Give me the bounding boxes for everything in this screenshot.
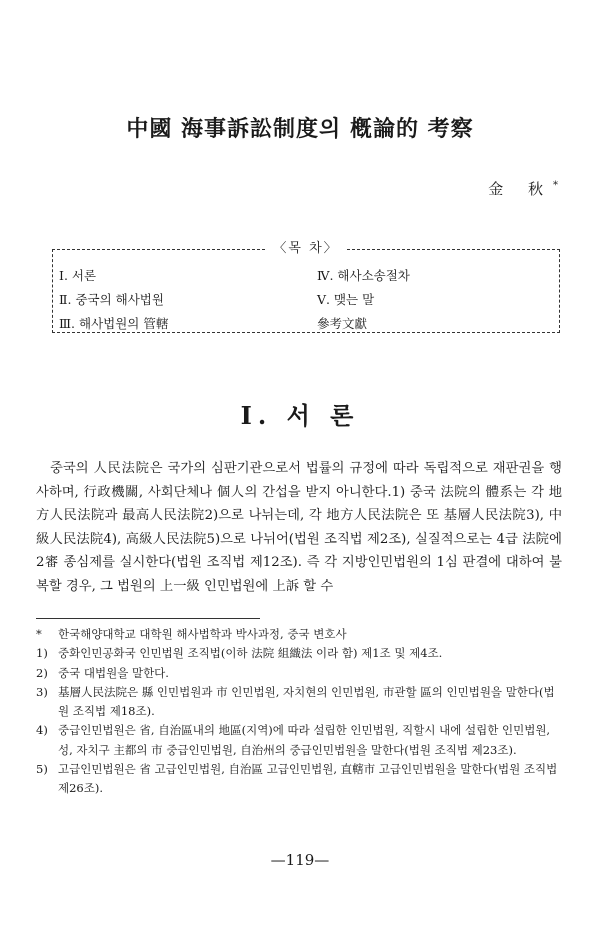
author-name-text: 金 秋 [488, 180, 553, 198]
footnote-text: 고급인민법원은 省 고급인민법원, 自治區 고급인민법원, 直轄市 고급인민법원을 말한다(법원 조직법 제26조). [58, 762, 558, 796]
toc-heading: 〈목 차〉 [53, 241, 559, 257]
footnote-text: 한국해양대학교 대학원 해사법학과 박사과정, 중국 변호사 [58, 627, 347, 641]
toc-item: Ⅰ. 서론 [59, 268, 97, 283]
footnote [36, 721, 562, 760]
toc-item: Ⅱ. 중국의 해사법원 [59, 292, 164, 307]
footnote [36, 644, 562, 663]
toc-left-column [59, 264, 168, 336]
toc-item: Ⅴ. 맺는 말 [317, 292, 375, 307]
footnotes [36, 625, 562, 799]
footnote-text: 중급인민법원은 省, 自治區내의 地區(지역)에 따라 설립한 인민법원, 직할시 내에 설립한 인민법원, 성, 자치구 主都의 市 중급인민법원, 自治州의 중급인민법원을 말한다(법원 조직법 제23조). [58, 723, 551, 757]
author-name [488, 178, 558, 199]
section-heading: Ⅰ. 서 론 [240, 401, 360, 430]
footnote-mark: 3) [36, 684, 48, 699]
footnote [36, 683, 562, 722]
toc-item: Ⅲ. 해사법원의 管轄 [59, 316, 169, 331]
toc-item: 參考文獻 [317, 316, 368, 331]
footnote-text: 基層人民法院은 縣 인민법원과 市 인민법원, 자치현의 인민법원, 市관할 區의 인민법원을 말한다(법원 조직법 제18조). [58, 684, 555, 719]
table-of-contents [52, 241, 560, 333]
page-number: —119— [270, 851, 330, 869]
footnote-mark: 4) [36, 723, 48, 738]
footnote-text: 중화인민공화국 인민법원 조직법(이하 法院 組織法 이라 함) 제1조 및 제4조. [58, 646, 443, 661]
footnote [36, 760, 562, 799]
footnote [36, 625, 562, 644]
footnote-mark: 5) [36, 762, 48, 777]
footnote-text: 중국 대법원을 말한다. [58, 665, 169, 680]
footnote-divider [36, 618, 260, 619]
toc-item: Ⅳ. 해사소송절차 [317, 268, 410, 283]
body-paragraph: 중국의 人民法院은 국가의 심판기관으로서 법률의 규정에 따라 독립적으로 재판권을 행사하며, 行政機關, 사회단체나 個人의 간섭을 받지 아니한다.1) 중국 法院의 體系는 각 地方人民法院과 最高人民法院2)으로 나뉘는데, 각 地方人民法院은 또 基層人民法院3), 中級人民法院4), 高級人民法院5)으로 나뉘어(법원 조직법 제2조), 실질적으로는 4급 法院에 2審 종심제를 실시한다(법원 조직법 제12조). 즉 각 지방인민법원의 1심 판결에 대하여 불복할 경우, 그 법원의 上一級 인민법원에 上訴 할 수 [36, 461, 562, 594]
footnote-mark: 1) [36, 646, 48, 661]
footnote-mark: 2) [36, 665, 48, 680]
author-footnote-mark: * [553, 180, 558, 191]
body-text [36, 457, 562, 598]
paper-title: 中國 海事訴訟制度의 槪論的 考察 [126, 116, 474, 142]
toc-right-column [317, 264, 410, 336]
footnote-mark: * [36, 627, 42, 641]
footnote [36, 664, 562, 683]
